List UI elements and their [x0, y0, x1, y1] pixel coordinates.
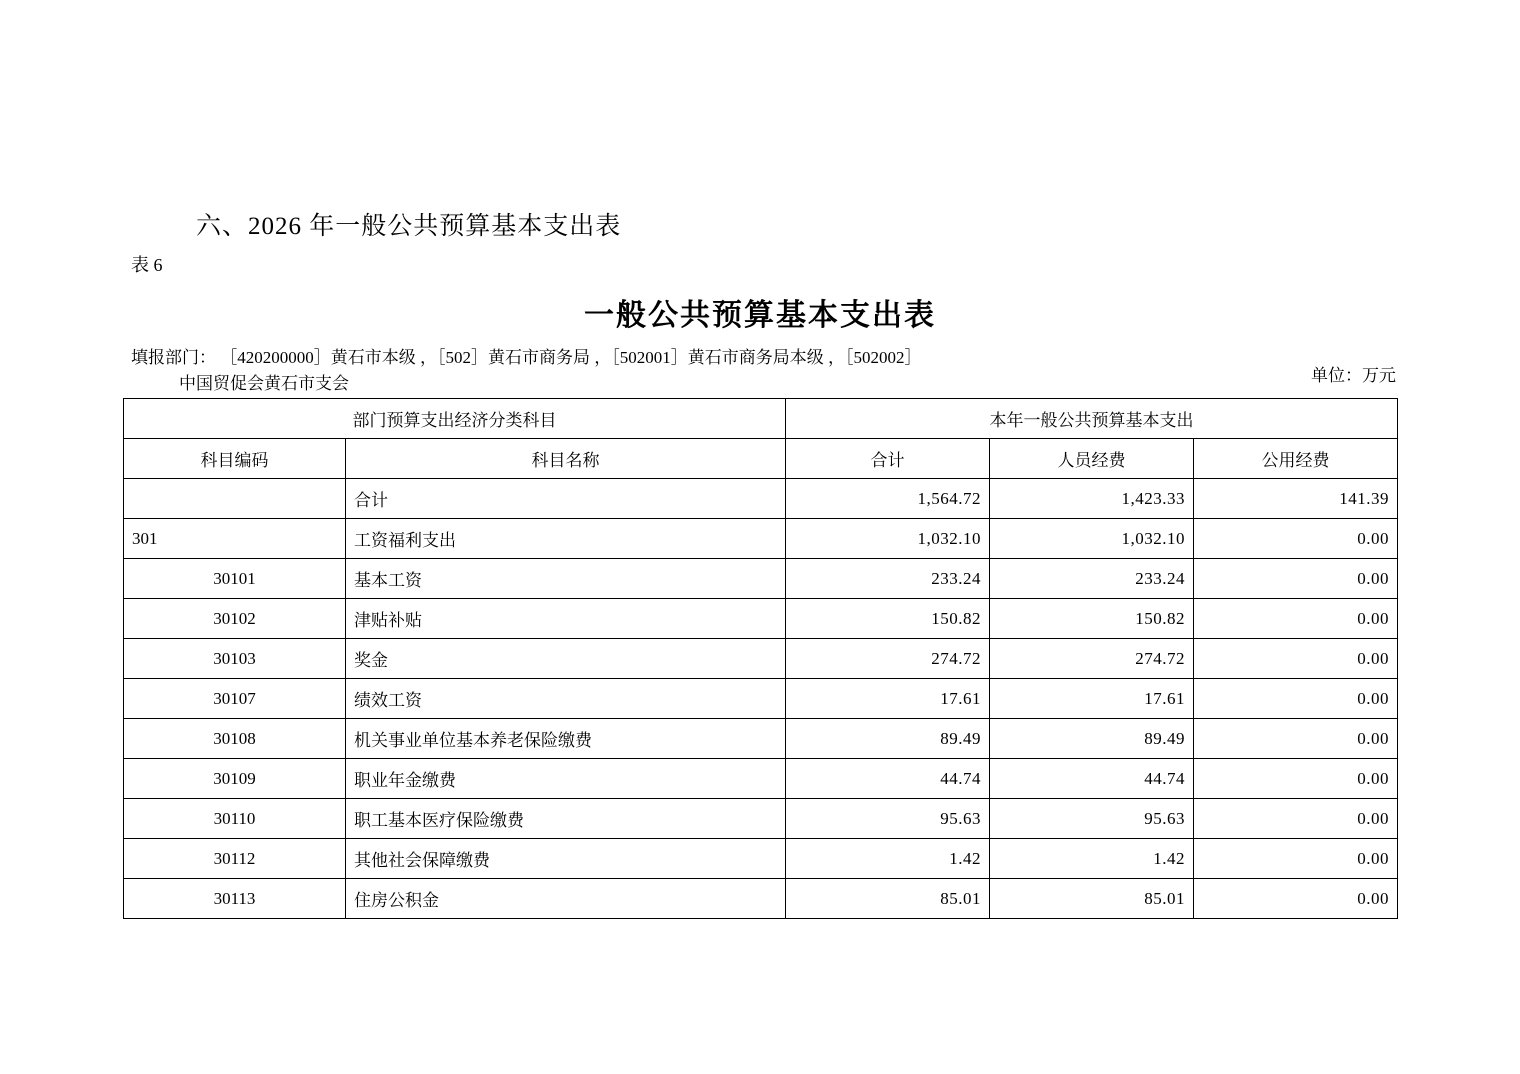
table-row: [124, 639, 1398, 679]
table-row: [124, 559, 1398, 599]
cell-public: 0.00: [1194, 559, 1398, 599]
cell-subject-code: 30112: [124, 839, 346, 879]
group-header-right: 本年一般公共预算基本支出: [786, 399, 1398, 439]
cell-subject-name: 绩效工资: [346, 679, 786, 719]
cell-total: 44.74: [786, 759, 990, 799]
cell-subject-code: 30101: [124, 559, 346, 599]
cell-public: 0.00: [1194, 599, 1398, 639]
budget-table: [123, 398, 1398, 919]
table-row: [124, 519, 1398, 559]
cell-total: 85.01: [786, 879, 990, 919]
cell-personnel: 89.49: [990, 719, 1194, 759]
table-group-header-row: [124, 399, 1398, 439]
cell-total: 150.82: [786, 599, 990, 639]
table-row: [124, 719, 1398, 759]
column-header-personnel: 人员经费: [990, 439, 1194, 479]
cell-subject-name: 合计: [346, 479, 786, 519]
cell-total: 89.49: [786, 719, 990, 759]
cell-public: 0.00: [1194, 839, 1398, 879]
cell-subject-name: 工资福利支出: [346, 519, 786, 559]
column-header-name: 科目名称: [346, 439, 786, 479]
table-row: [124, 599, 1398, 639]
cell-public: 0.00: [1194, 879, 1398, 919]
cell-total: 274.72: [786, 639, 990, 679]
cell-subject-name: 机关事业单位基本养老保险缴费: [346, 719, 786, 759]
cell-personnel: 150.82: [990, 599, 1194, 639]
reporting-department-text-2: 中国贸促会黄石市支会: [179, 374, 349, 393]
cell-subject-code: 30110: [124, 799, 346, 839]
cell-subject-name: 奖金: [346, 639, 786, 679]
cell-subject-code: 30107: [124, 679, 346, 719]
table-row: [124, 759, 1398, 799]
cell-personnel: 233.24: [990, 559, 1194, 599]
cell-subject-name: 其他社会保障缴费: [346, 839, 786, 879]
cell-total: 1.42: [786, 839, 990, 879]
cell-subject-code: 30102: [124, 599, 346, 639]
table-row: [124, 839, 1398, 879]
cell-subject-code: [124, 479, 346, 519]
unit-label: 单位：万元: [1311, 366, 1396, 385]
cell-subject-code: 30113: [124, 879, 346, 919]
cell-personnel: 1.42: [990, 839, 1194, 879]
cell-subject-name: 住房公积金: [346, 879, 786, 919]
cell-public: 0.00: [1194, 519, 1398, 559]
cell-subject-name: 职业年金缴费: [346, 759, 786, 799]
cell-public: 0.00: [1194, 639, 1398, 679]
cell-public: 0.00: [1194, 679, 1398, 719]
cell-subject-code: 30103: [124, 639, 346, 679]
cell-subject-code: 30109: [124, 759, 346, 799]
cell-total: 1,032.10: [786, 519, 990, 559]
table-row: [124, 799, 1398, 839]
cell-personnel: 1,423.33: [990, 479, 1194, 519]
cell-subject-code: 301: [124, 519, 346, 559]
column-header-code: 科目编码: [124, 439, 346, 479]
cell-public: 141.39: [1194, 479, 1398, 519]
table-column-header-row: [124, 439, 1398, 479]
table-number-label: 表 6: [131, 255, 163, 275]
column-header-public: 公用经费: [1194, 439, 1398, 479]
cell-total: 233.24: [786, 559, 990, 599]
reporting-department-text: 填报部门： ［420200000］黄石市本级 ，［502］黄石市商务局 ，［502001］黄石市商务局本级 ，［502002］: [131, 348, 922, 367]
cell-public: 0.00: [1194, 799, 1398, 839]
group-header-left: 部门预算支出经济分类科目: [124, 399, 786, 439]
page-title: 一般公共预算基本支出表: [584, 299, 936, 332]
cell-subject-code: 30108: [124, 719, 346, 759]
cell-personnel: 85.01: [990, 879, 1194, 919]
cell-subject-name: 津贴补贴: [346, 599, 786, 639]
section-heading: 六、2026 年一般公共预算基本支出表: [196, 213, 622, 240]
table-row: [124, 879, 1398, 919]
cell-personnel: 44.74: [990, 759, 1194, 799]
cell-total: 17.61: [786, 679, 990, 719]
table-row: [124, 679, 1398, 719]
cell-personnel: 274.72: [990, 639, 1194, 679]
cell-total: 95.63: [786, 799, 990, 839]
cell-personnel: 17.61: [990, 679, 1194, 719]
column-header-total: 合计: [786, 439, 990, 479]
cell-personnel: 1,032.10: [990, 519, 1194, 559]
cell-total: 1,564.72: [786, 479, 990, 519]
cell-subject-name: 基本工资: [346, 559, 786, 599]
reporting-department-line: [131, 345, 1181, 397]
cell-public: 0.00: [1194, 719, 1398, 759]
cell-public: 0.00: [1194, 759, 1398, 799]
cell-subject-name: 职工基本医疗保险缴费: [346, 799, 786, 839]
cell-personnel: 95.63: [990, 799, 1194, 839]
table-body: [124, 479, 1398, 919]
table-row: [124, 479, 1398, 519]
